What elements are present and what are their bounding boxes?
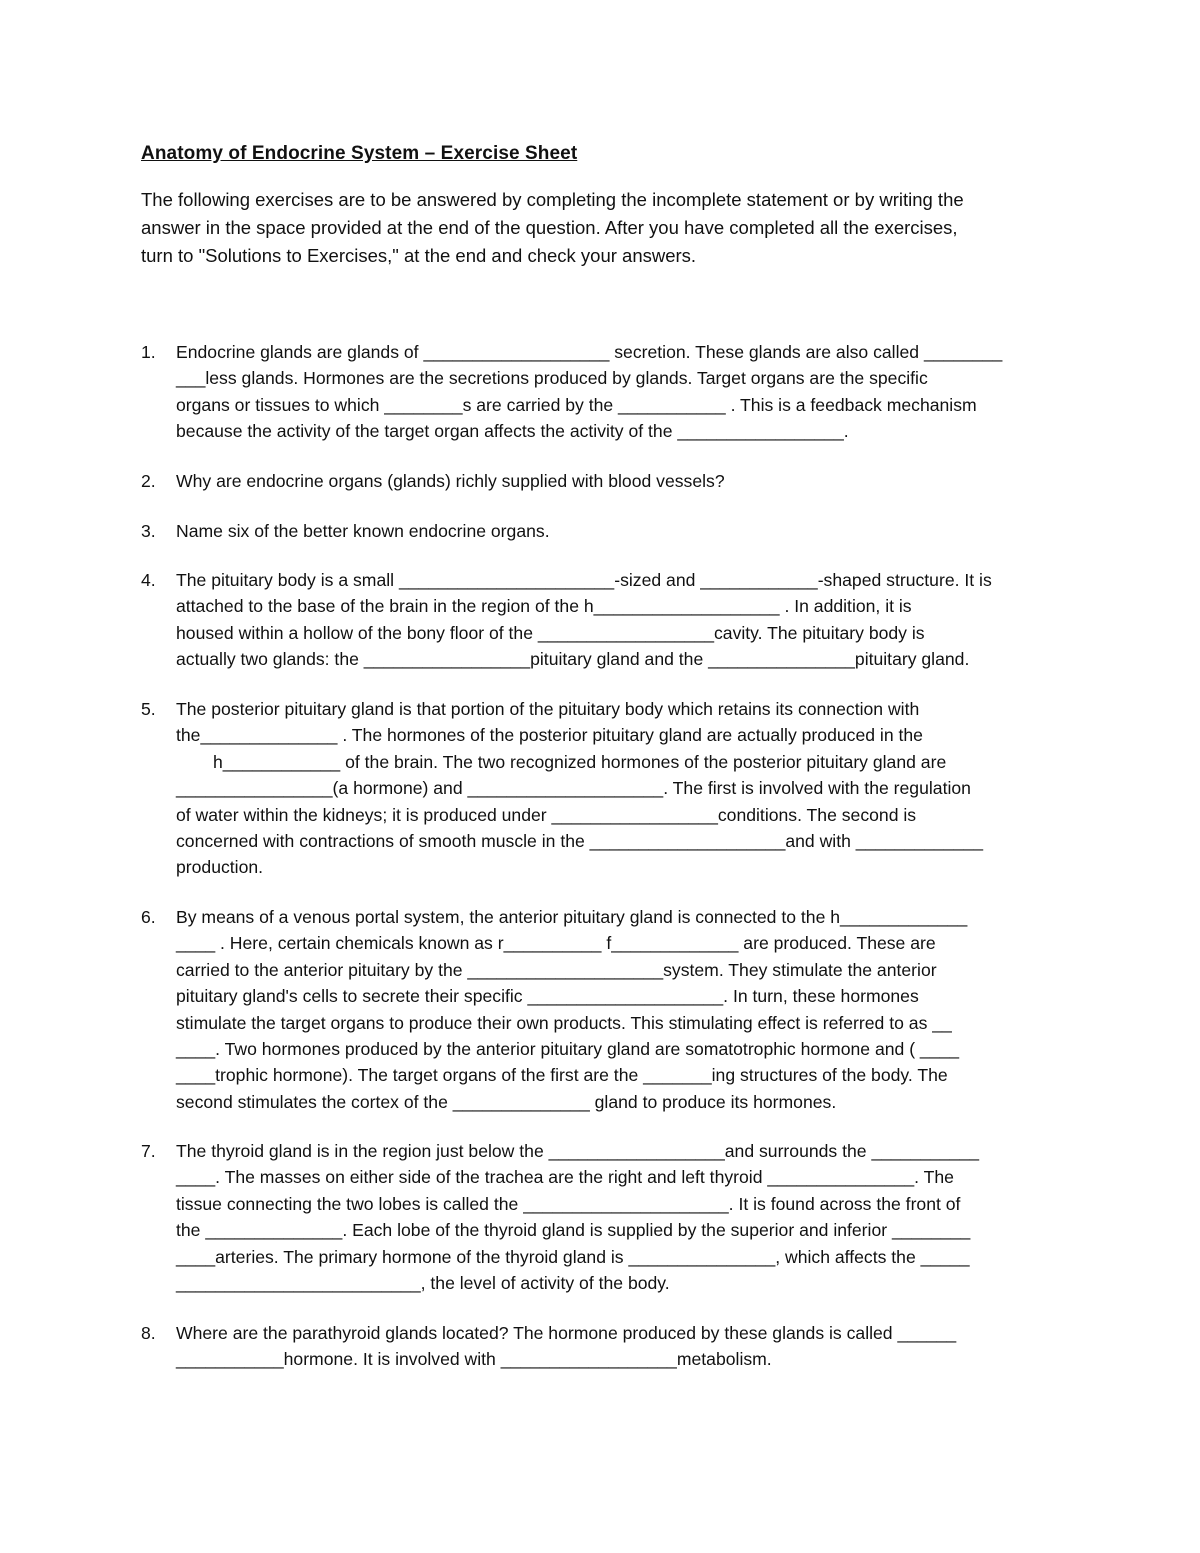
intro-line: answer in the space provided at the end of the question. After you have completed all the exercises, <box>141 217 958 238</box>
question-line: actually two glands: the _________________pituitary gland and the _______________pituitary gland. <box>176 649 970 670</box>
question-line: of water within the kidneys; it is produced under _________________conditions. The second is <box>176 804 917 825</box>
question-line: ___________hormone. It is involved with __________________metabolism. <box>176 1349 772 1370</box>
question-number: 6. <box>141 907 156 927</box>
intro-line: The following exercises are to be answered by completing the incomplete statement or by writing the <box>141 189 964 210</box>
question-line: because the activity of the target organ affects the activity of the _________________. <box>176 421 849 442</box>
question-line: Name six of the better known endocrine organs. <box>176 521 550 541</box>
question-2 <box>141 468 1066 494</box>
question-number: 4. <box>141 570 156 590</box>
question-line: attached to the base of the brain in the region of the h___________________ . In addition, it is <box>176 596 912 617</box>
question-line: production. <box>176 857 264 878</box>
question-line: organs or tissues to which ________s are carried by the ___________ . This is a feedback mechanism <box>176 394 977 415</box>
question-4 <box>141 567 1066 673</box>
question-line: Why are endocrine organs (glands) richly supplied with blood vessels? <box>176 471 725 491</box>
question-line: ________________(a hormone) and ____________________. The first is involved with the regulation <box>176 778 971 799</box>
question-line: The thyroid gland is in the region just below the __________________and surrounds the ___________ <box>176 1141 980 1161</box>
question-line: _________________________, the level of activity of the body. <box>176 1273 670 1294</box>
question-line: stimulate the target organs to produce their own products. This stimulating effect is referred to as __ <box>176 1012 952 1033</box>
question-number: 5. <box>141 699 156 719</box>
intro-line: turn to "Solutions to Exercises," at the end and check your answers. <box>141 245 697 266</box>
question-line: ____. The masses on either side of the trachea are the right and left thyroid _______________. The <box>176 1167 954 1188</box>
question-line: the______________ . The hormones of the posterior pituitary gland are actually produced in the <box>176 725 923 746</box>
question-line: ____ . Here, certain chemicals known as r__________ f_____________ are produced. These are <box>176 933 936 954</box>
question-line: The pituitary body is a small ______________________-sized and ____________-shaped structure. It is <box>176 570 992 590</box>
question-1 <box>141 339 1066 445</box>
intro-paragraph <box>141 186 1066 270</box>
question-line: ____arteries. The primary hormone of the thyroid gland is _______________, which affects the _____ <box>176 1246 970 1267</box>
question-line: carried to the anterior pituitary by the ____________________system. They stimulate the anterior <box>176 959 937 980</box>
question-8 <box>141 1320 1066 1373</box>
question-number: 7. <box>141 1141 156 1161</box>
page-title: Anatomy of Endocrine System – Exercise Sheet <box>141 143 578 164</box>
question-line: Endocrine glands are glands of ___________________ secretion. These glands are also called ________ <box>176 342 1003 362</box>
question-number: 3. <box>141 521 156 541</box>
question-line: pituitary gland's cells to secrete their specific ____________________. In turn, these hormones <box>176 986 919 1007</box>
question-line: ____trophic hormone). The target organs of the first are the _______ing structures of the body. The <box>176 1065 948 1086</box>
question-line: housed within a hollow of the bony floor of the __________________cavity. The pituitary body is <box>176 622 925 643</box>
question-line: ____. Two hormones produced by the anterior pituitary gland are somatotrophic hormone and ( ____ <box>176 1039 960 1060</box>
question-line: concerned with contractions of smooth muscle in the ____________________and with _____________ <box>176 831 983 852</box>
question-3 <box>141 518 1066 544</box>
question-line: By means of a venous portal system, the anterior pituitary gland is connected to the h_____________ <box>176 907 968 927</box>
question-5 <box>141 696 1066 881</box>
question-line: tissue connecting the two lobes is called the _____________________. It is found across the front of <box>176 1193 961 1214</box>
question-line: the ______________. Each lobe of the thyroid gland is supplied by the superior and inferior ________ <box>176 1220 971 1241</box>
question-6 <box>141 904 1066 1115</box>
question-line: second stimulates the cortex of the ______________ gland to produce its hormones. <box>176 1091 837 1112</box>
question-line: h____________ of the brain. The two recognized hormones of the posterior pituitary gland are <box>213 751 947 772</box>
question-line: The posterior pituitary gland is that portion of the pituitary body which retains its connection with <box>176 699 920 719</box>
question-number: 8. <box>141 1323 156 1343</box>
question-line: ___less glands. Hormones are the secretions produced by glands. Target organs are the specific <box>176 368 928 389</box>
question-line: Where are the parathyroid glands located? The hormone produced by these glands is called ______ <box>176 1323 957 1343</box>
question-number: 2. <box>141 471 156 491</box>
question-7 <box>141 1138 1066 1296</box>
question-number: 1. <box>141 342 156 362</box>
